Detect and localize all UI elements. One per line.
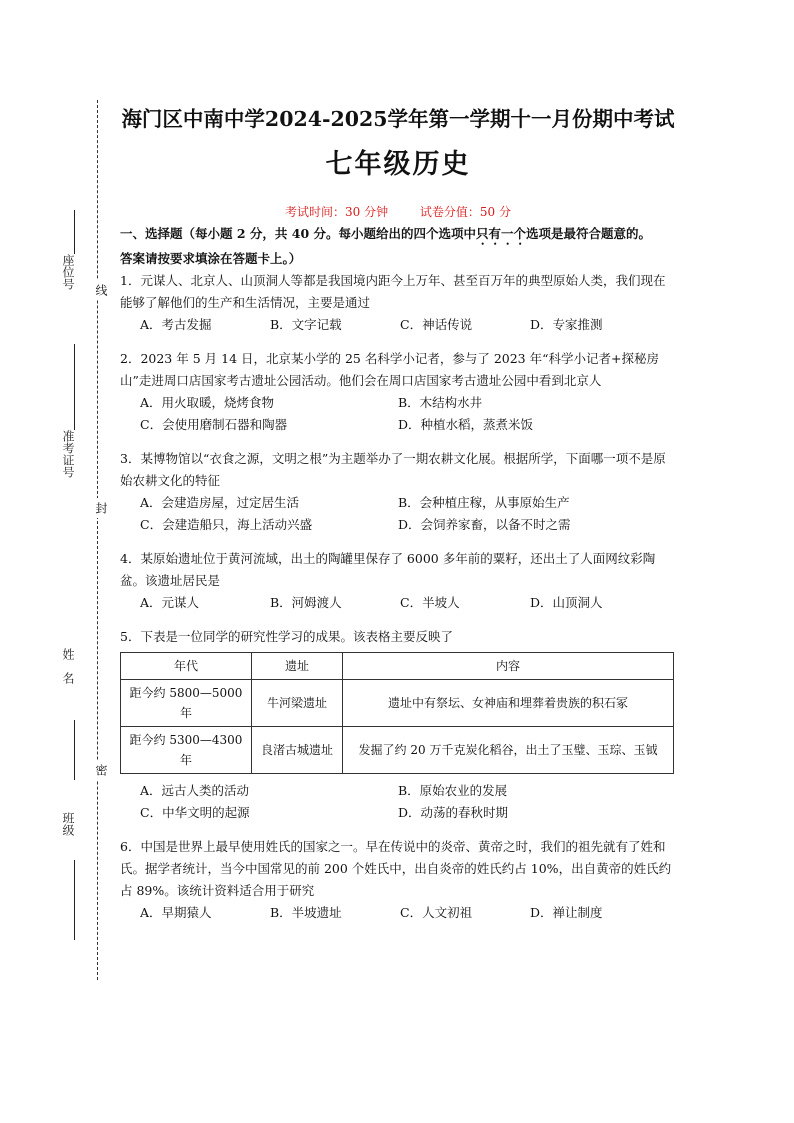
seat-label: 座位号 [61,254,75,290]
option-d[interactable]: D．动荡的春秋时期 [398,805,509,820]
option-c[interactable]: C．会使用磨制石器和陶器 [140,417,288,432]
option-a[interactable]: A．考古发掘 [140,317,212,332]
table-row [121,680,674,727]
question-text: 2．2023 年 5 月 14 日，北京某小学的 25 名科学小记者，参与了 2023 年“科学小记者+探秘房山”走进周口店国家考古遗址公园活动。他们会在周口店国家考古遗址公园中看到北京人 [120,351,659,388]
option-a[interactable]: A．用火取暖，烧烤食物 [140,395,275,410]
exam-title: 海门区中南中学2024-2025学年第一学期十一月份期中考试 [121,107,675,131]
option-d[interactable]: D．专家推测 [530,317,603,332]
option-b[interactable]: B．文字记载 [270,317,342,332]
options [120,902,676,924]
research-table [120,652,674,774]
option-a[interactable]: A．会建造房屋，过定居生活 [140,495,300,510]
option-c[interactable]: C．人文初祖 [400,905,473,920]
option-b[interactable]: B．木结构水井 [398,395,483,410]
question-text: 3．某博物馆以“衣食之源，文明之根”为主题举办了一期农耕文化展。根据所学，下面哪一项不是原始农耕文化的特征 [120,451,666,488]
options [120,414,676,436]
question-1 [120,270,676,336]
option-a[interactable]: A．元谋人 [140,595,200,610]
binding-dashed-line [97,100,98,980]
binding-line-mark: 线 [93,280,110,300]
table-header: 遗址 [252,653,343,680]
options [120,780,676,802]
option-b[interactable]: B．河姆渡人 [270,595,342,610]
table-cell: 良渚古城遗址 [252,727,343,774]
table-cell: 发掘了约 20 万千克炭化稻谷，出土了玉璧、玉琮、玉钺 [343,727,674,774]
options [120,492,676,514]
question-3 [120,448,676,536]
option-c[interactable]: C．会建造船只，海上活动兴盛 [140,517,313,532]
table-cell: 距今约 5300—4300 年 [121,727,252,774]
option-a[interactable]: A．早期猿人 [140,905,212,920]
options [120,514,676,536]
option-d[interactable]: D．会饲养家畜，以备不时之需 [398,517,571,532]
option-b[interactable]: B．半坡遗址 [270,905,342,920]
options [120,802,676,824]
option-c[interactable]: C．中华文明的起源 [140,805,250,820]
exam-id-label: 准考证号 [61,430,75,478]
table-header: 内容 [343,653,674,680]
emphasis-dots: 只有一个 [476,226,527,241]
options [120,392,676,414]
exam-time: 考试时间：30 分钟 [284,205,389,219]
name-label: 姓 名 [61,648,75,684]
option-a[interactable]: A．远古人类的活动 [140,783,250,798]
question-6 [120,836,676,924]
binding-secret-mark: 密 [93,760,110,780]
exam-id-blank [74,344,75,430]
question-2 [120,348,676,436]
question-text: 1．元谋人、北京人、山顶洞人等都是我国境内距今上万年、甚至百万年的典型原始人类，我们现在能够了解他们的生产和生活情况，主要是通过 [120,273,666,310]
option-d[interactable]: D．山顶洞人 [530,595,603,610]
option-c[interactable]: C．神话传说 [400,317,473,332]
binding-seal-mark: 封 [93,498,110,518]
options [120,314,676,336]
subject-title: 七年级历史 [325,149,471,180]
table-header-row [121,653,674,680]
question-text: 6．中国是世界上最早使用姓氏的国家之一。早在传说中的炎帝、黄帝之时，我们的祖先就有了姓和氏。据学者统计，当今中国常见的前 200 个姓氏中，出自炎帝的姓氏约占 10%，出自黄帝的姓氏约占 89%。该统计资料适合用于研究 [120,839,672,898]
class-blank [74,860,75,940]
options [120,592,676,614]
exam-info [118,203,678,220]
option-b[interactable]: B．原始农业的发展 [398,783,508,798]
table-cell: 遗址中有祭坛、女神庙和埋葬着贵族的积石冢 [343,680,674,727]
option-c[interactable]: C．半坡人 [400,595,460,610]
table-header: 年代 [121,653,252,680]
seat-blank [74,210,75,254]
option-d[interactable]: D．种植水稻，蒸煮米饭 [398,417,534,432]
name-blank [74,720,75,780]
table-cell: 牛河梁遗址 [252,680,343,727]
question-text: 5．下表是一位同学的研究性学习的成果。该表格主要反映了 [120,629,453,644]
question-4 [120,548,676,614]
exam-score: 试卷分值：50 分 [419,205,511,219]
table-row [121,727,674,774]
question-text: 4．某原始遗址位于黄河流域，出土的陶罐里保存了 6000 多年前的粟籽，还出土了人面网纹彩陶盆。该遗址居民是 [120,551,656,588]
question-5 [120,626,676,824]
option-d[interactable]: D．禅让制度 [530,905,603,920]
table-cell: 距今约 5800—5000 年 [121,680,252,727]
exam-content [120,223,676,924]
section-title: 一、选择题（每小题 2 分，共 40 分。每小题给出的四个选项中只有一个选项是最符合题意的。 答案请按要求填涂在答题卡上。） [120,226,652,266]
option-b[interactable]: B．会种植庄稼，从事原始生产 [398,495,570,510]
class-label: 班级 [61,812,75,836]
